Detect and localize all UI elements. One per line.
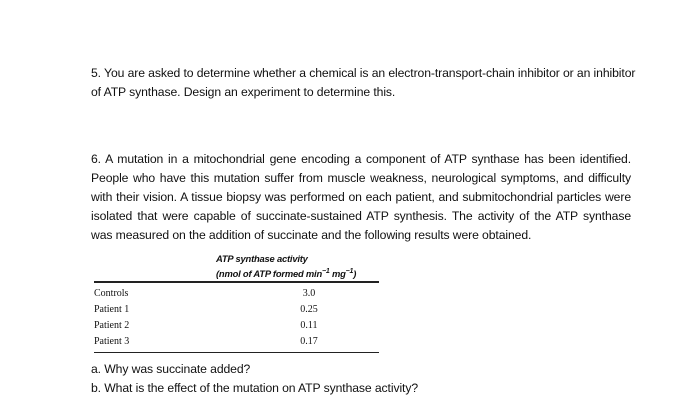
results-table (94, 285, 379, 349)
table-header (216, 253, 356, 280)
subquestions (91, 360, 418, 398)
table-row (94, 285, 379, 301)
row-label: Patient 1 (94, 303, 130, 315)
row-label: Patient 3 (94, 335, 130, 347)
table-top-rule (94, 281, 379, 283)
subquestion-a: a. Why was succinate added? (91, 362, 251, 376)
row-label: Controls (94, 287, 129, 299)
table-row (94, 333, 379, 349)
row-value: 0.25 (300, 303, 318, 315)
row-value: 3.0 (302, 287, 316, 299)
table-header-units: (nmol of ATP formed $\min^{-1} mg^{-1}$) (216, 267, 357, 279)
question-6: 6. A mutation in a mitochondrial gene encoding a component of ATP synthase has been identified. People who have this mutation suffer from muscle weakness, neurological symptoms, and difficulty with their vision. A tissue biopsy was performed on each patient, and submitochondrial particles were isolated that were capable of succinate-sustained ATP synthesis. The activity of the ATP synthase was measured on the addition of succinate and the following results were obtained. (91, 152, 631, 242)
table-row (94, 317, 379, 333)
row-value: 0.11 (300, 319, 318, 331)
subquestion-b: b. What is the effect of the mutation on ATP synthase activity? (91, 381, 419, 395)
table-row (94, 301, 379, 317)
table-header-title: ATP synthase activity (216, 253, 308, 264)
row-value: 0.17 (300, 335, 318, 347)
row-label: Patient 2 (94, 319, 130, 331)
question-5: 5. You are asked to determine whether a chemical is an electron-transport-chain inhibitor or an inhibitor of ATP synthase. Design an experiment to determine this. (91, 66, 636, 99)
table-bottom-rule (94, 352, 379, 353)
